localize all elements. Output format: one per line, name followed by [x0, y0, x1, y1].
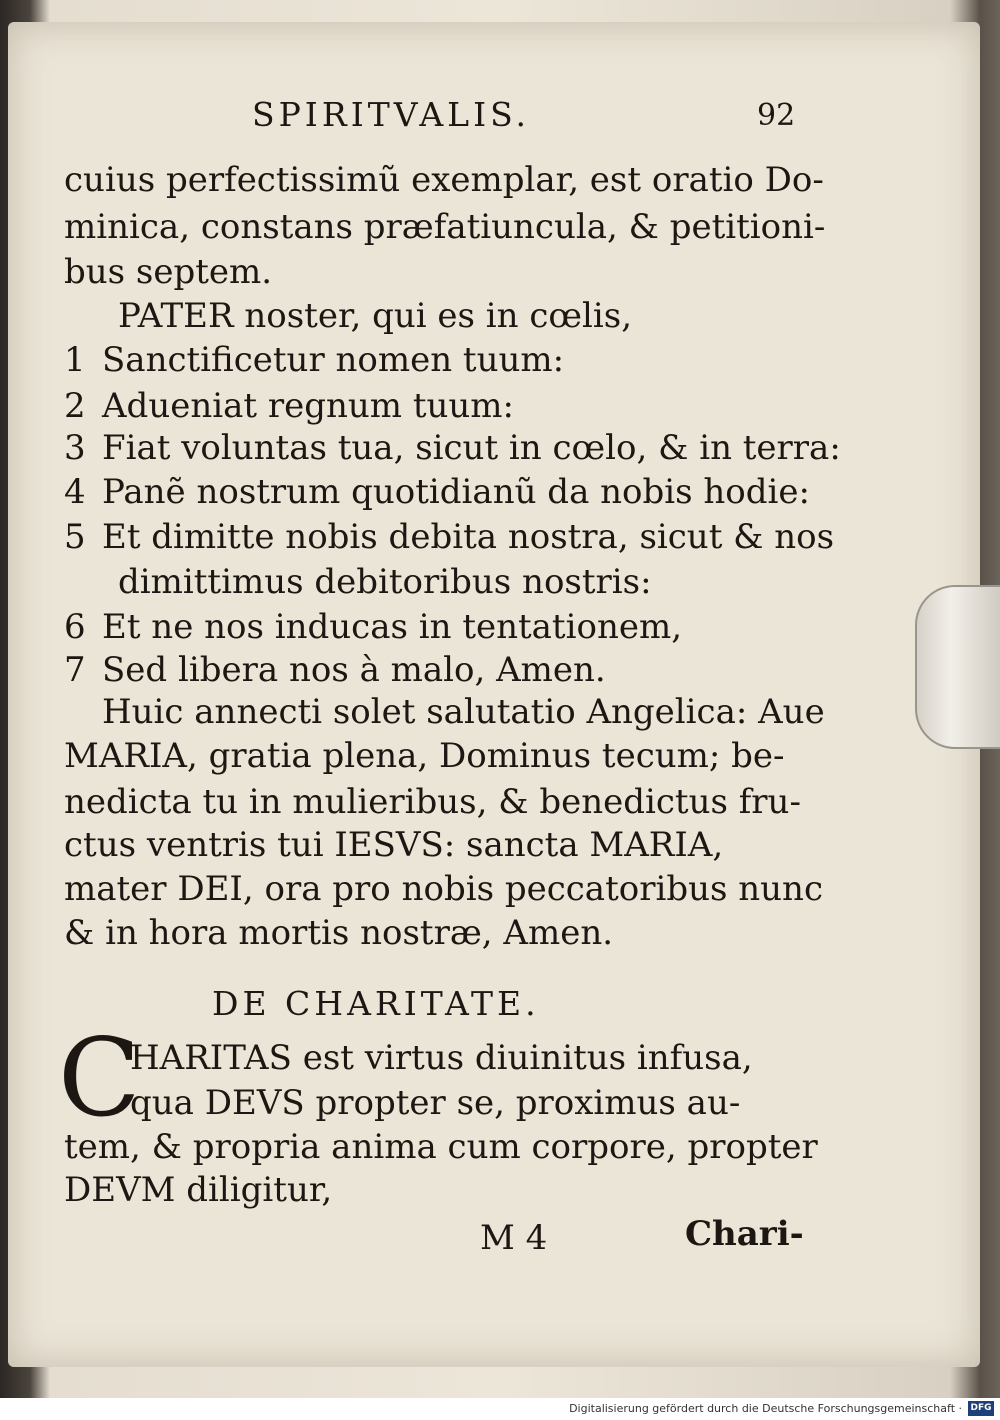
- dfg-logo: DFG: [968, 1401, 994, 1416]
- petition-number: 7: [64, 650, 86, 690]
- petition-text: Et ne nos inducas in tentationem,: [102, 607, 683, 647]
- petition-line: [64, 607, 682, 647]
- petition-text: Et dimitte nobis debita nostra, sicut & nos: [102, 517, 835, 557]
- petition-text: Sanctificetur nomen tuum:: [102, 340, 565, 380]
- angelica-line: mater DEI, ora pro nobis peccatoribus nunc: [64, 869, 823, 909]
- angelica-line: ctus ventris tui IESVS: sancta MARIA,: [64, 825, 724, 865]
- charitas-line: tem, & propria anima cum corpore, propter: [64, 1127, 818, 1167]
- section-title: DE CHARITATE.: [212, 984, 540, 1023]
- petition-line: [64, 650, 606, 690]
- body-line: bus septem.: [64, 252, 273, 292]
- signature-mark: M 4: [480, 1218, 548, 1258]
- angelica-line: nedicta tu in mulieribus, & benedictus fru-: [64, 782, 801, 822]
- page-number: 92: [757, 98, 796, 133]
- book-clasp: [915, 585, 1000, 749]
- angelica-line: MARIA, gratia plena, Dominus tecum; be-: [64, 736, 785, 776]
- charitas-line: qua DEVS propter se, proximus au-: [130, 1083, 741, 1123]
- running-title: SPIRITVALIS.: [252, 95, 531, 134]
- body-line: cuius perfectissimũ exemplar, est oratio Do-: [64, 160, 824, 200]
- petition-line: [64, 386, 514, 426]
- petition-text: Fiat voluntas tua, sicut in cœlo, & in terra:: [102, 428, 841, 468]
- petition-text: Panẽ nostrum quotidianũ da nobis hodie:: [102, 472, 810, 512]
- petition-text: Sed libera nos à malo, Amen.: [102, 650, 606, 690]
- charitas-line: DEVM diligitur,: [64, 1170, 333, 1210]
- petition-line: [64, 428, 841, 468]
- funding-notice: Digitalisierung gefördert durch die Deutsche Forschungsgemeinschaft ·: [569, 1402, 962, 1415]
- petition-text: dimittimus debitoribus nostris:: [118, 562, 652, 602]
- petition-line: [80, 562, 652, 602]
- petition-text: Adueniat regnum tuum:: [102, 386, 514, 426]
- petition-line: [64, 472, 810, 512]
- petition-number: 2: [64, 386, 86, 426]
- petition-number: 5: [64, 517, 86, 557]
- drop-capital: C: [58, 1016, 141, 1141]
- angelica-line: Huic annecti solet salutatio Angelica: Aue: [102, 692, 825, 732]
- pater-noster-line: PATER noster, qui es in cœlis,: [118, 296, 633, 336]
- petition-line: [64, 340, 564, 380]
- body-line: minica, constans præfatiuncula, & petitioni-: [64, 207, 826, 247]
- petition-number: 4: [64, 472, 86, 512]
- petition-number: 3: [64, 428, 86, 468]
- petition-line: [64, 517, 834, 557]
- catchword: Chari-: [685, 1214, 804, 1254]
- petition-number: 6: [64, 607, 86, 647]
- angelica-line: & in hora mortis nostræ, Amen.: [64, 913, 614, 953]
- petition-number: 1: [64, 340, 86, 380]
- charitas-line: HARITAS est virtus diuinitus infusa,: [130, 1038, 753, 1078]
